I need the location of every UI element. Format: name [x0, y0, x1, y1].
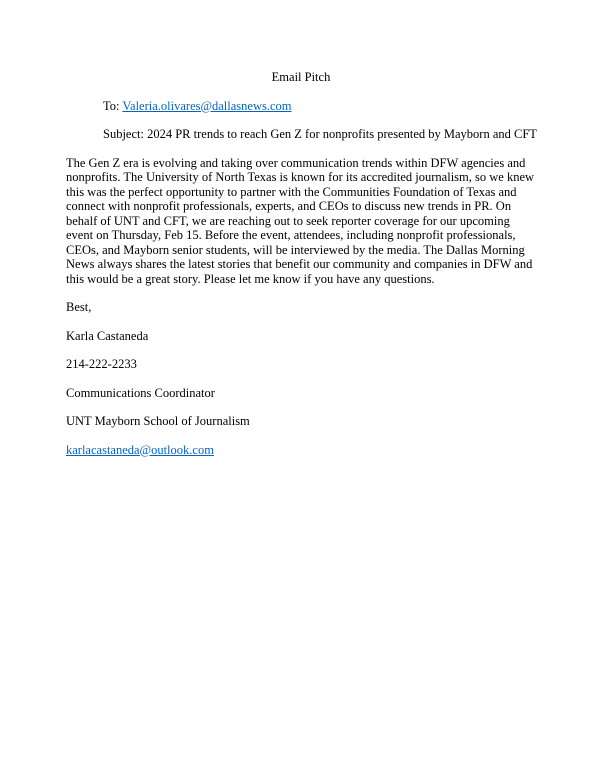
sender-job-title: Communications Coordinator — [66, 385, 215, 400]
sender-phone: 214-222-2233 — [66, 357, 137, 371]
subject-line: Subject: 2024 PR trends to reach Gen Z for nonprofits presented by Mayborn and CFT — [103, 127, 537, 141]
sender-name: Karla Castaneda — [66, 328, 149, 343]
closing-text: Best, — [66, 300, 92, 314]
to-line — [66, 99, 536, 114]
body-paragraph: The Gen Z era is evolving and taking over communication trends within DFW agencies and nonprofits. The University of North Texas is known for its accredited journalism, so we knew this was the perfect opportunity to partner with the Communities Foundation of Texas and connect with nonprofit professionals, experts, and CEOs to discuss new trends in PR. On behalf of UNT and CFT, we are reaching out to seek reporter coverage for our upcoming event on Thursday, Feb 15. Before the event, attendees, including nonprofit professionals, CEOs, and Mayborn senior students, will be interviewed by the media. The Dallas Morning News always shares the latest stories that benefit our community and companies in DFW and this would be a great story. Please let me know if you have any questions. — [66, 155, 535, 286]
document-title: Email Pitch — [271, 70, 331, 84]
sender-email-link[interactable]: karlacastaneda@outlook.com — [66, 442, 214, 457]
sender-organization: UNT Mayborn School of Journalism — [66, 414, 250, 428]
sender-email-line — [66, 443, 536, 458]
recipient-email-link[interactable]: Valeria.olivares@dallasnews.com — [122, 98, 292, 113]
to-label: To: — [103, 98, 123, 113]
